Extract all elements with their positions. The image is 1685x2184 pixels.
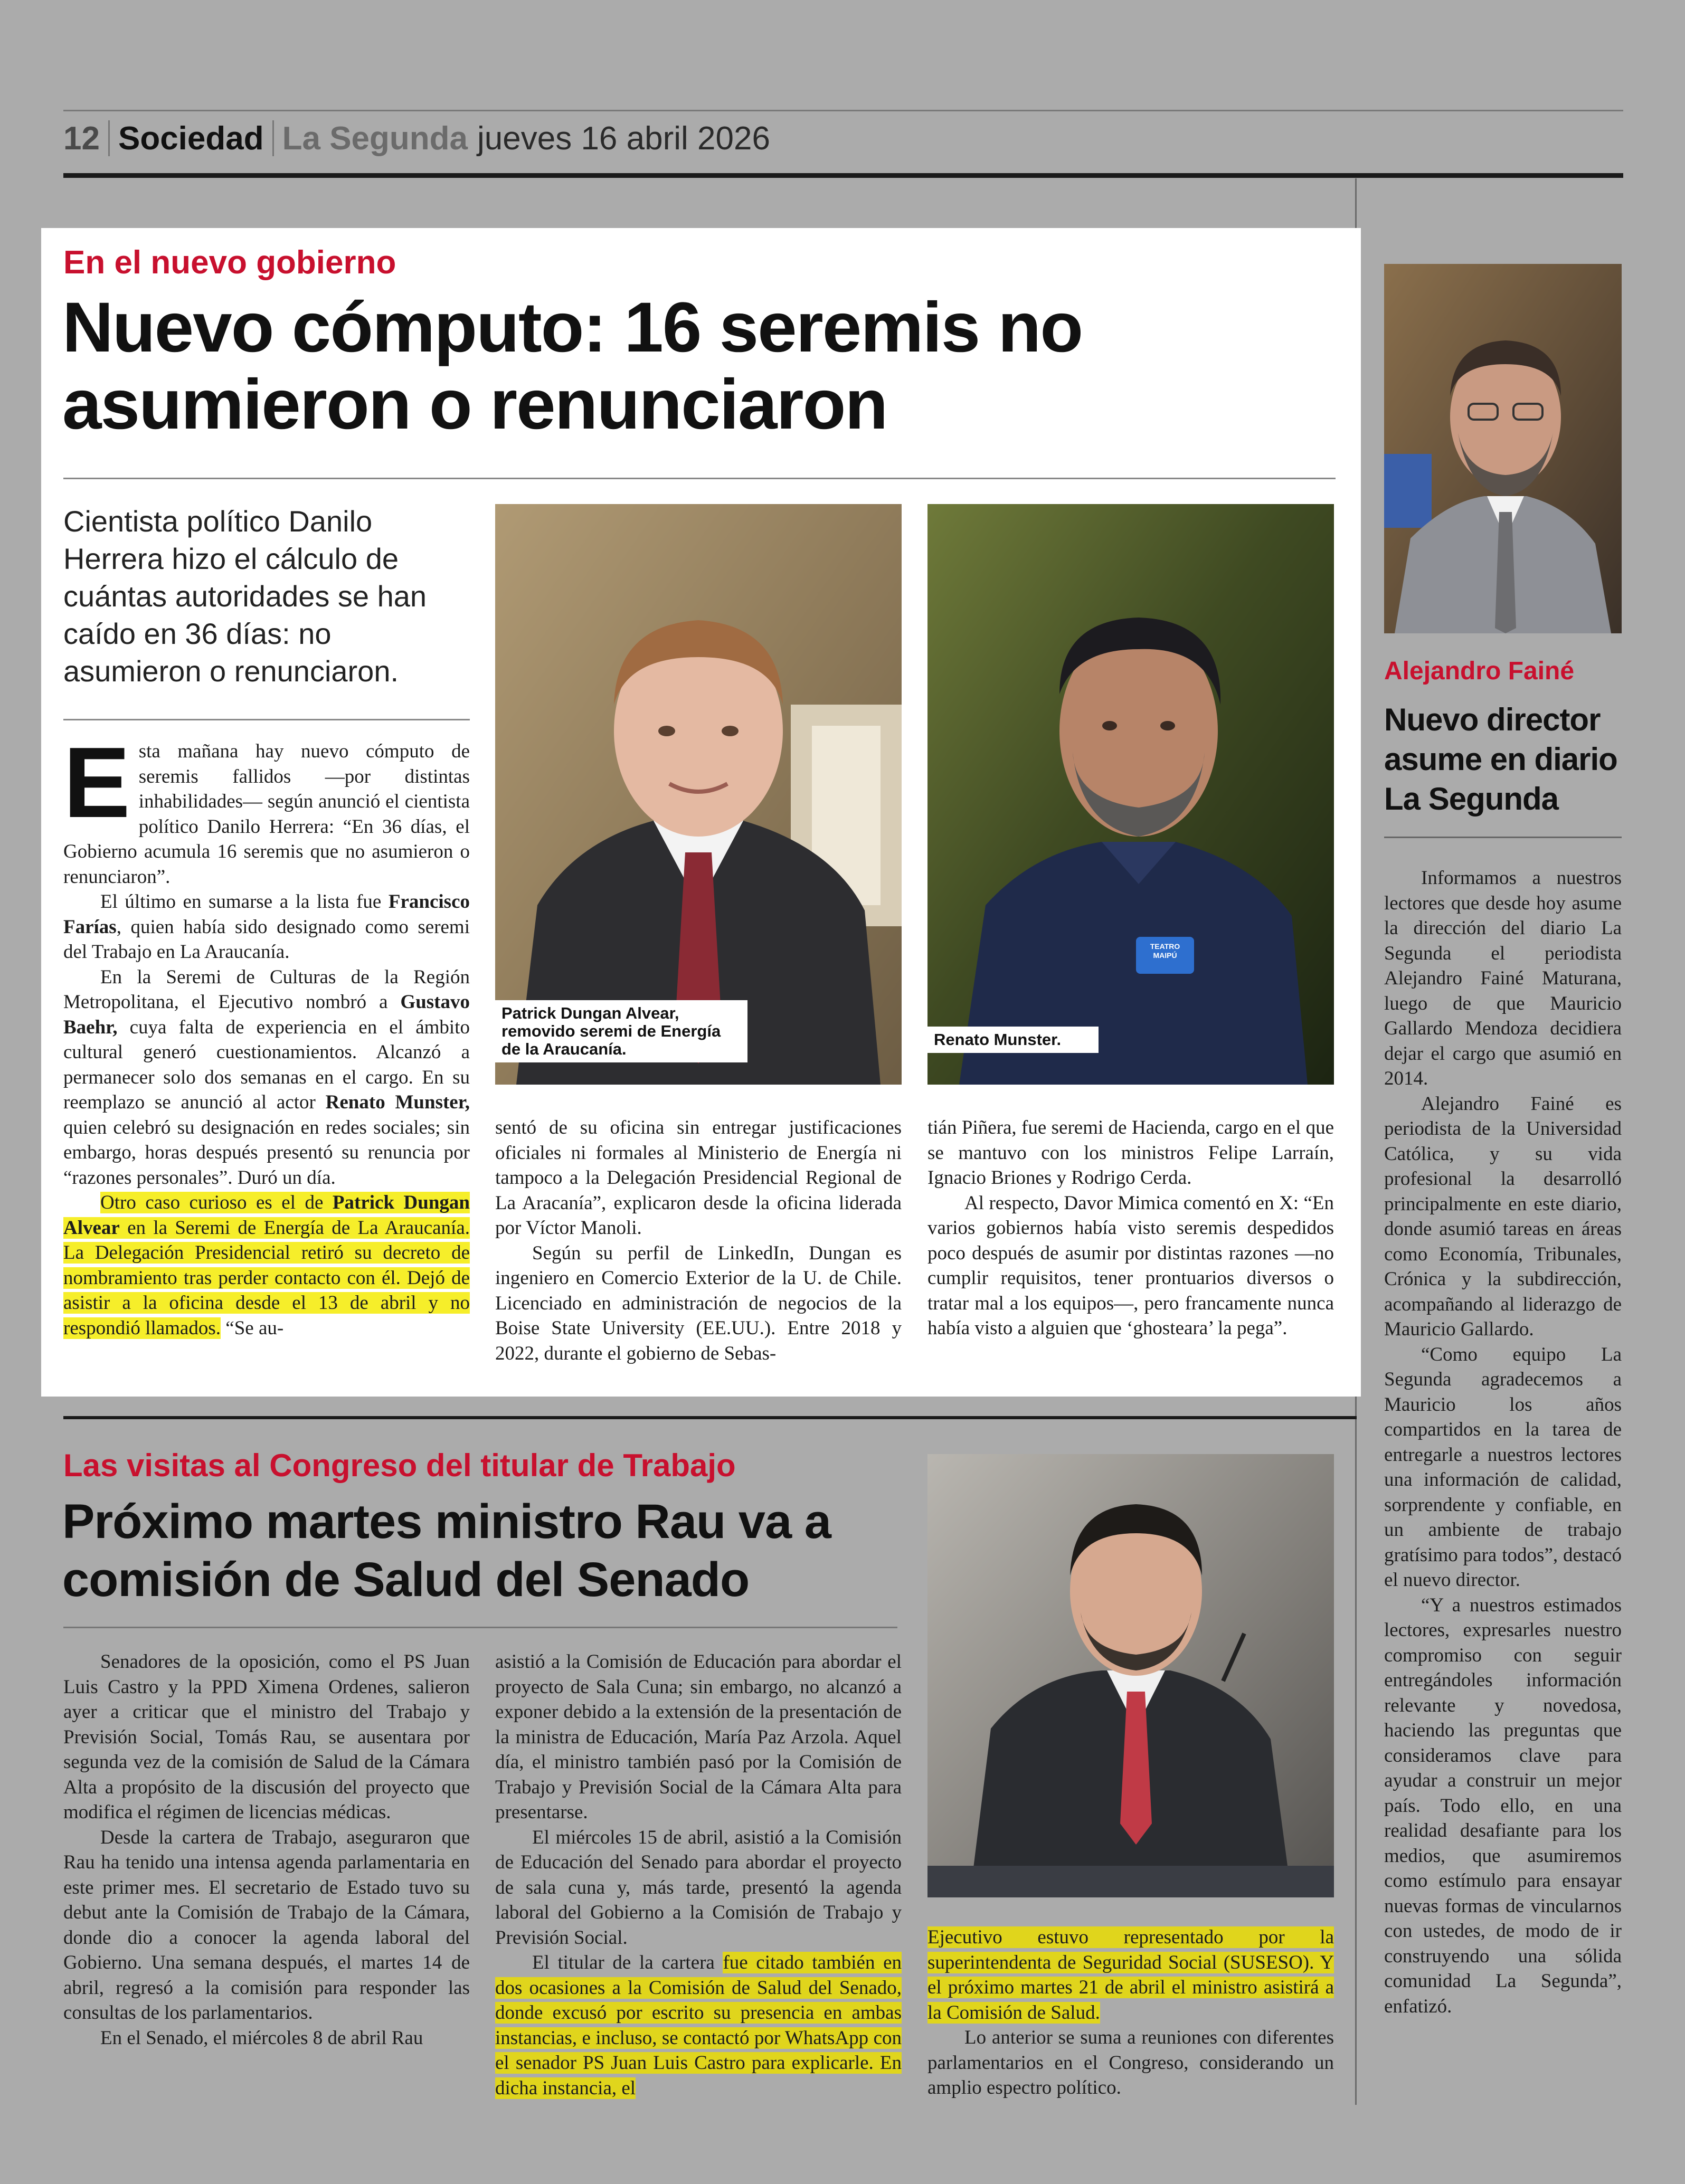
caption-line: Patrick Dungan Alvear, <box>501 1004 679 1022</box>
article2-kicker: Las visitas al Congreso del titular de Trabajo <box>63 1448 736 1483</box>
person-name: Gustavo Baehr, <box>63 991 470 1038</box>
person-name: Francisco Farías <box>63 891 470 938</box>
article1-column-2 <box>495 1115 902 1366</box>
headline-line: asume en diario <box>1384 742 1617 777</box>
article1-col1-paragraph <box>63 889 470 965</box>
headline-line: La Segunda <box>1384 781 1559 816</box>
portrait-illustration <box>927 504 1334 1085</box>
photo-caption <box>927 1027 1099 1053</box>
deck-line: cuántas autoridades se han <box>63 580 427 613</box>
person-name: Patrick Dungan Alvear <box>63 1192 470 1239</box>
sidebar-headline-rule <box>1384 837 1622 838</box>
text: El último en sumarse a la lista fue <box>100 891 389 913</box>
article2-headline-rule <box>63 1627 897 1628</box>
sidebar-paragraph: “Como equipo La Segunda agradecemos a Mauricio los años compartidos en la tarea de entregarle a nuestros lectores una información de calidad, sorprendente y confiable, en un ambiente de trabajo gratísimo para todos”, destacó el nuevo director. <box>1384 1343 1622 1591</box>
text: sta mañana hay nuevo cómputo de seremis fallidos —por distintas inhabilidades— según anunció el cientista político Danilo Herrera: “En 36 días, el Gobierno acumula 16 seremis que no asumieron o renunciaron”. <box>63 740 470 888</box>
portrait-illustration <box>495 504 902 1085</box>
article2-col3-paragraph <box>927 1925 1334 2025</box>
article1-kicker: En el nuevo gobierno <box>63 244 396 281</box>
article2-col1-paragraph: Senadores de la oposición, como el PS Juan Luis Castro y la PPD Ximena Ordenes, salieron ayer a criticar que el ministro del Trabajo y Previsión Social, Tomás Rau, se ausentara por segunda vez de la comisión de Salud de la Cámara Alta a propósito de la discusión del proyecto que modifica el régimen de licencias médicas. <box>63 1651 470 1823</box>
text: en la Seremi de Energía de La Araucanía. La Delegación Presidencial retiró su decreto de nombramiento tras perder contacto con él. Dejó de asistir a la oficina desde el 13 de abril y no respondió llamados. <box>63 1217 470 1339</box>
headline-line: comisión de Salud del Senado <box>62 1553 750 1607</box>
text: El titular de la cartera <box>532 1952 723 1973</box>
header-divider <box>272 120 274 156</box>
portrait-illustration <box>1384 264 1622 633</box>
issue-date: jueves 16 abril 2026 <box>477 120 770 157</box>
person-name: Renato Munster, <box>325 1091 470 1113</box>
article1-col2-paragraph: sentó de su oficina sin entregar justificaciones oficiales ni formales al Ministerio de Energía ni tampoco a la Delegación Presidencial Regional de La Aracanía”, explicaron desde la oficina liderada por Víctor Manoli. <box>495 1117 902 1239</box>
headline-line: Próximo martes ministro Rau va a <box>62 1495 831 1549</box>
article2-column-2 <box>495 1649 902 2101</box>
photo-renato-munster <box>927 504 1334 1085</box>
sidebar-paragraph: “Y a nuestros estimados lectores, expresarles nuestro compromiso con seguir entregándoles información relevante y novedosa, haciendo las preguntas que consideramos clave para ayudar a construir un mejor país. Todo ello, en una realidad desafiante para los medios, que asumiremos como estímulo para ensayar nuevas formas de vincularnos con ustedes, de modo de ir construyendo una sólida comunidad La Segunda”, enfatizó. <box>1384 1594 1622 2017</box>
headline-line: Nuevo director <box>1384 702 1601 737</box>
text: , quien había sido designado como seremi del Trabajo en La Araucanía. <box>63 916 470 963</box>
article1-col3-paragraph: tián Piñera, fue seremi de Hacienda, cargo en el que se mantuvo con los ministros Felipe Larraín, Ignacio Briones y Rodrigo Cerda. <box>927 1117 1334 1189</box>
article2-col1-paragraph: En el Senado, el miércoles 8 de abril Rau <box>100 2027 423 2049</box>
article1-headline <box>62 289 1082 443</box>
article1-column-1 <box>63 727 470 1341</box>
deck-rule <box>63 719 470 720</box>
caption-line: de la Araucanía. <box>501 1040 627 1058</box>
sidebar-headline <box>1384 700 1617 819</box>
header-bottom-rule <box>63 173 1623 178</box>
deck-line: asumieron o renunciaron. <box>63 654 399 688</box>
section-name: Sociedad <box>118 120 264 157</box>
article1-deck <box>63 502 475 690</box>
header-divider <box>108 120 110 156</box>
article2-column-1 <box>63 1649 470 2050</box>
article1-col1-paragraph <box>63 1190 470 1341</box>
caption-line: Renato Munster. <box>934 1030 1062 1049</box>
text: cuya falta de experiencia en el ámbito cultural generó cuestionamientos. Alcanzó a permanecer solo dos semanas en el cargo. En su reemplazo se anunció al actor <box>63 1016 470 1113</box>
text: En la Seremi de Culturas de la Región Metropolitana, el Ejecutivo nombró a <box>63 966 470 1013</box>
article2-top-rule <box>63 1416 1357 1419</box>
article1-col1-paragraph <box>63 727 470 889</box>
header-top-rule <box>63 110 1623 111</box>
article2-col2-paragraph <box>495 1950 902 2101</box>
sidebar-paragraph: Alejandro Fainé es periodista de la Universidad Católica, y su vida profesional la desarrolló principalmente en este diario, donde asumió tareas en áreas como Economía, Tribunales, Crónica y la subdirección, acompañando al liderazgo de Mauricio Gallardo. <box>1384 1093 1622 1340</box>
headline-line: Nuevo cómputo: 16 seremis no <box>62 288 1083 367</box>
highlighted-text: Ejecutivo estuvo representado por la superintendenta de Seguridad Social (SUSESO). Y el próximo martes 21 de abril el ministro asistirá a la Comisión de Salud. <box>927 1926 1334 2024</box>
shirt-logo: TEATRO MAIPÚ <box>1150 942 1180 960</box>
sidebar-kicker: Alejandro Fainé <box>1384 657 1575 685</box>
article2-col2-paragraph: El miércoles 15 de abril, asistió a la Comisión de Educación del Senado para abordar el proyecto de sala cuna y, más tarde, presentó la agenda laboral del Gobierno a la Comisión de Trabajo y Previsión Social. <box>495 1826 902 1949</box>
photo-minister-rau <box>927 1454 1334 1897</box>
article2-col3-paragraph: Lo anterior se suma a reuniones con diferentes parlamentarios en el Congreso, considerando un amplio espectro político. <box>927 2027 1334 2098</box>
drop-cap: E <box>63 727 130 839</box>
headline-line: asumieron o renunciaron <box>62 365 887 444</box>
text: “Se au- <box>221 1317 284 1339</box>
sidebar-body <box>1384 866 1622 2019</box>
article1-col1-paragraph <box>63 965 470 1191</box>
highlighted-text: fue citado también en dos ocasiones a la Comisión de Salud del Senado, donde excusó por escrito su presencia en ambas instancias, e incluso, se contactó por WhatsApp con el senador PS Juan Luis Castro para explicarle. En dicha instancia, el <box>495 1952 902 2099</box>
sidebar-paragraph: Informamos a nuestros lectores que desde hoy asume la dirección del diario La Segunda el periodista Alejandro Fainé Maturana, luego de que Mauricio Gallardo Mendoza decidiera dejar el cargo que asumió en 2014. <box>1384 867 1622 1089</box>
deck-line: Cientista político Danilo <box>63 505 373 538</box>
article1-col2-paragraph: Según su perfil de LinkedIn, Dungan es ingeniero en Comercio Exterior de la U. de Chile. Licenciado en administración de negocios de la Boise State University (EE.UU.). Entre 2018 y 2022, durante el gobierno de Sebas- <box>495 1242 902 1364</box>
article2-column-3 <box>927 1925 1334 2101</box>
portrait-illustration <box>927 1454 1334 1897</box>
page-number: 12 <box>63 120 100 157</box>
photo-patrick-dungan <box>495 504 902 1085</box>
article1-headline-rule <box>63 478 1336 479</box>
text: Otro caso curioso es el de <box>100 1192 333 1213</box>
photo-caption <box>495 1000 747 1062</box>
article2-col2-paragraph: asistió a la Comisión de Educación para abordar el proyecto de Sala Cuna; sin embargo, no alcanzó a exponer debido a la extensión de la presentación de la ministra de Educación, María Paz Arzola. Aquel día, el ministro también pasó por la Comisión de Trabajo y Previsión Social de la Cámara Alta para presentarse. <box>495 1651 902 1823</box>
deck-line: Herrera hizo el cálculo de <box>63 542 399 575</box>
deck-line: caído en 36 días: no <box>63 617 332 650</box>
photo-alejandro-faine <box>1384 264 1622 633</box>
page-header <box>63 117 770 159</box>
publication-name: La Segunda <box>282 120 468 157</box>
article1-column-3 <box>927 1115 1334 1341</box>
article2-col1-paragraph: Desde la cartera de Trabajo, aseguraron que Rau ha tenido una intensa agenda parlamentaria en este primer mes. El secretario de Estado tuvo su debut ante la Comisión de Trabajo de la Cámara, donde dio a conocer la agenda laboral del Gobierno. Una semana después, el martes 14 de abril, regresó a la comisión para responder las consultas de los parlamentarios. <box>63 1826 470 2024</box>
text: quien celebró su designación en redes sociales; sin embargo, horas después presentó su renuncia por “razones personales”. Duró un día. <box>63 1116 470 1189</box>
caption-line: removido seremi de Energía <box>501 1022 721 1040</box>
article1-col3-paragraph: Al respecto, Davor Mimica comentó en X: “En varios gobiernos había visto seremis despedidos poco después de asumir por distintas razones —no cumplir requisitos, tener prontuarios diversos o tratar mal a los equipos—, pero francamente nunca había visto a alguien que ‘ghosteara’ la pega”. <box>927 1192 1334 1339</box>
article2-headline <box>62 1493 831 1609</box>
